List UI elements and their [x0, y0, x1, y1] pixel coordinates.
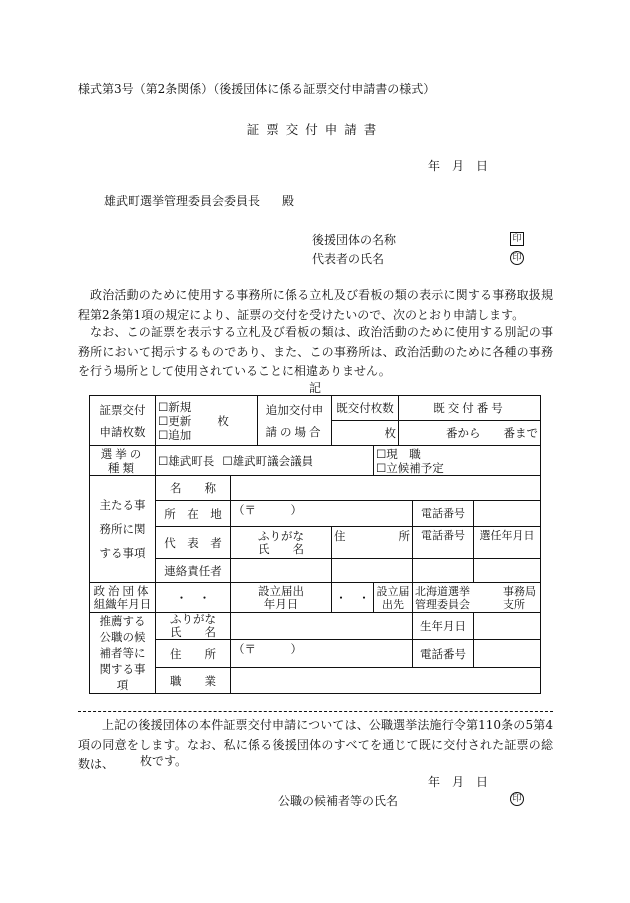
contact-phone-field[interactable]: [413, 559, 474, 583]
table-row: [90, 640, 541, 668]
table-row: [90, 501, 541, 527]
candidate-address-label: 住 所: [156, 640, 231, 668]
candidate-address-field[interactable]: （〒 ）: [231, 640, 413, 668]
addressee-name: 雄武町選挙管理委員会委員長: [104, 194, 261, 208]
candidate-name-label: ふりがな 氏 名: [156, 613, 231, 640]
candidate-section-label: 推薦する 公職の候 補者等に 関する事 項: [90, 613, 156, 694]
registered-date-label: 設立届出 年月日: [231, 583, 332, 613]
issued-number-label: 既交付番号: [399, 396, 541, 421]
table-row: [90, 446, 541, 476]
issued-number-range-field[interactable]: 番から 番まで: [399, 421, 541, 446]
representative-name-label-cell: ふりがな 氏 名: [231, 527, 332, 559]
office-phone-field[interactable]: [474, 501, 541, 527]
contact-date-field[interactable]: [474, 559, 541, 583]
appointed-date-label: 選任年月日: [474, 527, 541, 559]
table-row: [90, 583, 541, 613]
filed-with-label: 設立届 出先: [374, 583, 413, 613]
round-seal-icon: 印: [510, 792, 524, 806]
group-name-label: 後援団体の名称: [312, 233, 397, 247]
candidate-phone-field[interactable]: [474, 640, 541, 668]
dashed-divider: [78, 711, 553, 712]
application-paragraph: 政治活動のために使用する事務所に係る立札及び看板の類の表示に関する事務取扱規程第2条第1項の規定により、証票の交付を受けたいので、次のとおり申請します。: [78, 288, 553, 322]
consent-date-field: 年 月 日: [428, 775, 489, 789]
addressee: [104, 192, 294, 209]
table-row: [90, 396, 541, 421]
table-row: [90, 668, 541, 694]
table-row: [90, 559, 541, 583]
form-number-header: 様式第3号（第2条関係）（後援団体に係る証票交付申請書の様式）: [78, 82, 436, 96]
page-title: 証票交付申請書: [246, 122, 384, 137]
contact-person-label: 連絡責任者: [156, 559, 231, 583]
election-type-options[interactable]: ☐雄武町長 ☐雄武町議会議員: [156, 446, 374, 476]
representative-name-label: 代表者の氏名: [312, 252, 385, 266]
office-phone-label: 電話番号: [413, 501, 474, 527]
election-type-label: 選挙の 種類: [90, 446, 156, 476]
occupation-field[interactable]: [231, 668, 541, 694]
main-office-label: 主たる事 務所に関 する事項: [90, 476, 156, 583]
occupation-label: 職 業: [156, 668, 231, 694]
representative-address-field[interactable]: 住 所: [332, 527, 413, 559]
founded-date-label: 政治団体 組織年月日: [90, 583, 156, 613]
declaration-paragraph: なお、この証票を表示する立札及び看板の類は、政治活動のために使用する別記の事務所において掲示するものであり、また、この事務所は、政治活動のために各種の事務を行う場所として使用されていることに相違ありません。: [78, 325, 553, 378]
candidate-status-options[interactable]: ☐現 職 ☐立候補予定: [374, 446, 541, 476]
founded-date-field[interactable]: ・ ・: [156, 583, 231, 613]
contact-person-field[interactable]: [231, 559, 332, 583]
square-seal-icon: 印: [510, 232, 524, 246]
consent-paragraph: 上記の後援団体の本件証票交付申請については、公職選挙法施行令第110条の5第4項の同意をします。なお、私に係る後援団体のすべてを通じて既に交付された証票の総数は、: [78, 718, 553, 771]
office-name-label: 名 称: [156, 476, 231, 501]
application-table: [89, 395, 541, 694]
table-row: [90, 527, 541, 545]
issued-count-label: 既交付枚数: [332, 396, 399, 421]
representative-label: 代 表 者: [156, 527, 231, 559]
apply-count-label: 証票交付 申請枚数: [90, 396, 156, 446]
issued-count-field[interactable]: 枚: [332, 421, 399, 446]
office-location-label: 所 在 地: [156, 501, 231, 527]
date-field: 年 月 日: [428, 159, 489, 173]
candidate-name-signature-label: 公職の候補者等の氏名: [278, 794, 399, 808]
election-commission-field: 北海道選挙 事務局 管理委員会 支所: [413, 583, 541, 613]
registered-date-field[interactable]: ・ ・: [332, 583, 374, 613]
contact-address-field[interactable]: [332, 559, 413, 583]
table-row: [90, 476, 541, 501]
office-name-field[interactable]: [231, 476, 541, 501]
birth-date-field[interactable]: [474, 613, 541, 640]
representative-phone-label: 電話番号: [413, 527, 474, 559]
table-row: [90, 613, 541, 640]
ki-heading: 記: [308, 381, 321, 395]
round-seal-icon: 印: [510, 251, 524, 265]
office-location-field[interactable]: （〒 ）: [231, 501, 413, 527]
consent-count: 枚です。: [140, 754, 188, 768]
additional-issue-label: 追加交付申 請の場合: [258, 396, 332, 446]
addressee-honorific: 殿: [282, 194, 295, 208]
birth-date-label: 生年月日: [413, 613, 474, 640]
apply-type-options[interactable]: ☐新規 ☐更新 枚 ☐追加: [156, 396, 258, 446]
candidate-phone-label: 電話番号: [413, 640, 474, 668]
candidate-name-field[interactable]: [231, 613, 413, 640]
